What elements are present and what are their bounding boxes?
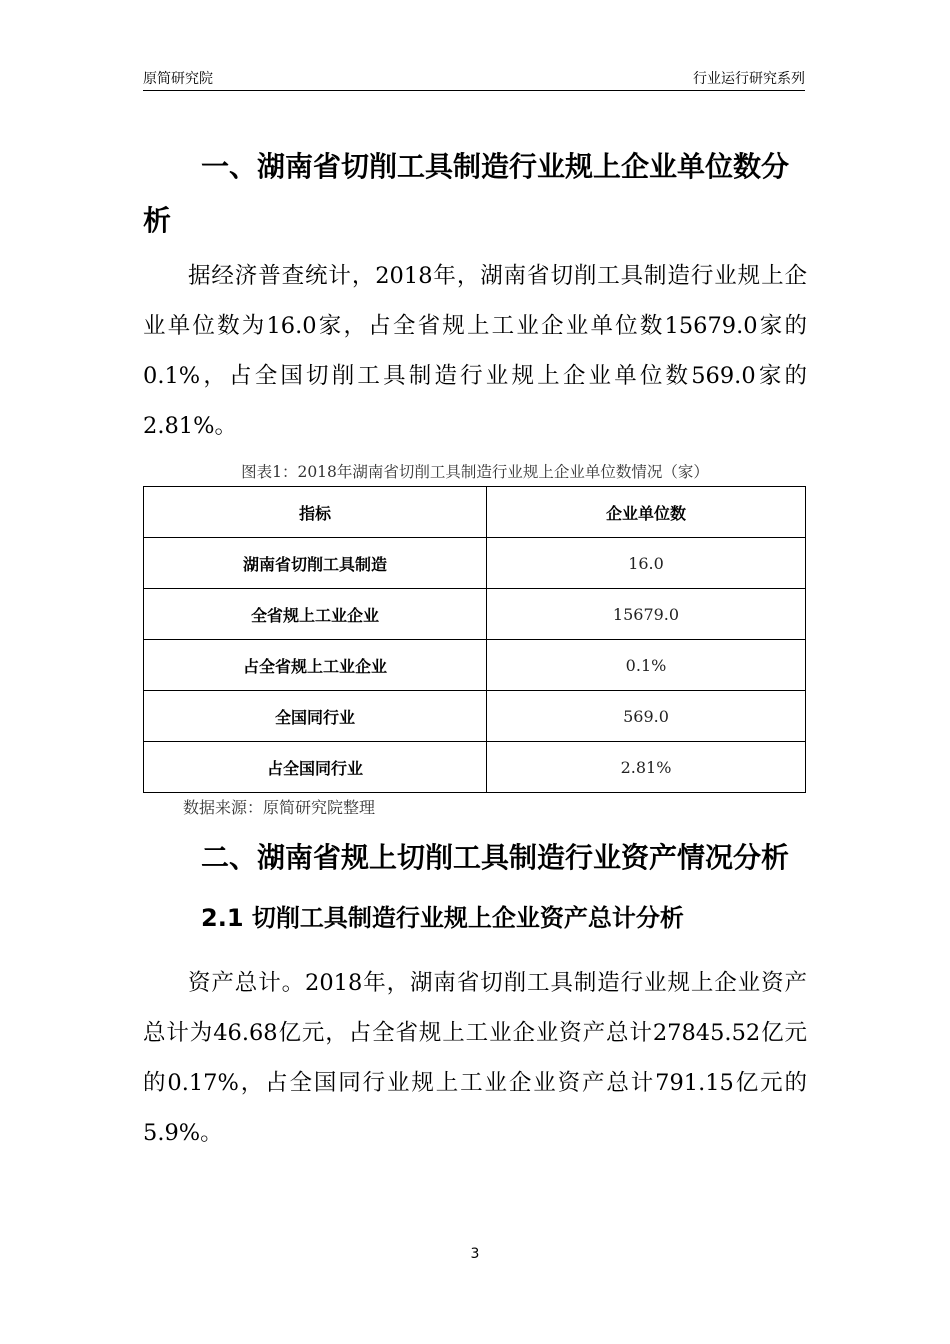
page-number: 3 [470, 1246, 480, 1262]
table-cell-value: 15679.0 [487, 589, 806, 640]
section2-paragraph: 资产总计。2018年，湖南省切削工具制造行业规上企业资产总计为46.68亿元，占全省规上工业企业资产总计27845.52亿元的0.17%，占全国同行业规上工业企业资产总计791.15亿元的5.9%。 [143, 970, 807, 1146]
section2-title: 二、湖南省规上切削工具制造行业资产情况分析 [201, 841, 790, 874]
table-row [144, 640, 806, 691]
table-cell-value: 569.0 [487, 691, 806, 742]
table-cell-label: 占全省规上工业企业 [144, 640, 487, 691]
table-header-indicator: 指标 [144, 487, 487, 538]
header-org-name: 原简研究院 [143, 71, 213, 87]
page-header [143, 60, 805, 91]
table-header-row [144, 487, 806, 538]
section1-paragraph: 据经济普查统计，2018年，湖南省切削工具制造行业规上企业单位数为16.0家，占全省规上工业企业单位数15679.0家的0.1%，占全国切削工具制造行业规上企业单位数569.0家的2.81%。 [143, 263, 807, 439]
table-cell-value: 0.1% [487, 640, 806, 691]
header-series-name: 行业运行研究系列 [693, 71, 805, 87]
table-header-count: 企业单位数 [487, 487, 806, 538]
table-row [144, 589, 806, 640]
table-cell-label: 占全国同行业 [144, 742, 487, 793]
table-cell-label: 湖南省切削工具制造 [144, 538, 487, 589]
table-source-note: 数据来源：原简研究院整理 [183, 798, 376, 817]
table-row [144, 742, 806, 793]
table-cell-label: 全国同行业 [144, 691, 487, 742]
table-cell-value: 2.81% [487, 742, 806, 793]
section2-subtitle: 2.1 切削工具制造行业规上企业资产总计分析 [201, 904, 684, 932]
table-caption: 图表1：2018年湖南省切削工具制造行业规上企业单位数情况（家） [241, 463, 709, 481]
enterprise-count-table [143, 486, 806, 793]
table-cell-value: 16.0 [487, 538, 806, 589]
section1-title: 一、湖南省切削工具制造行业规上企业单位数分析 [143, 150, 790, 237]
table-row [144, 538, 806, 589]
table-row [144, 691, 806, 742]
table-cell-label: 全省规上工业企业 [144, 589, 487, 640]
